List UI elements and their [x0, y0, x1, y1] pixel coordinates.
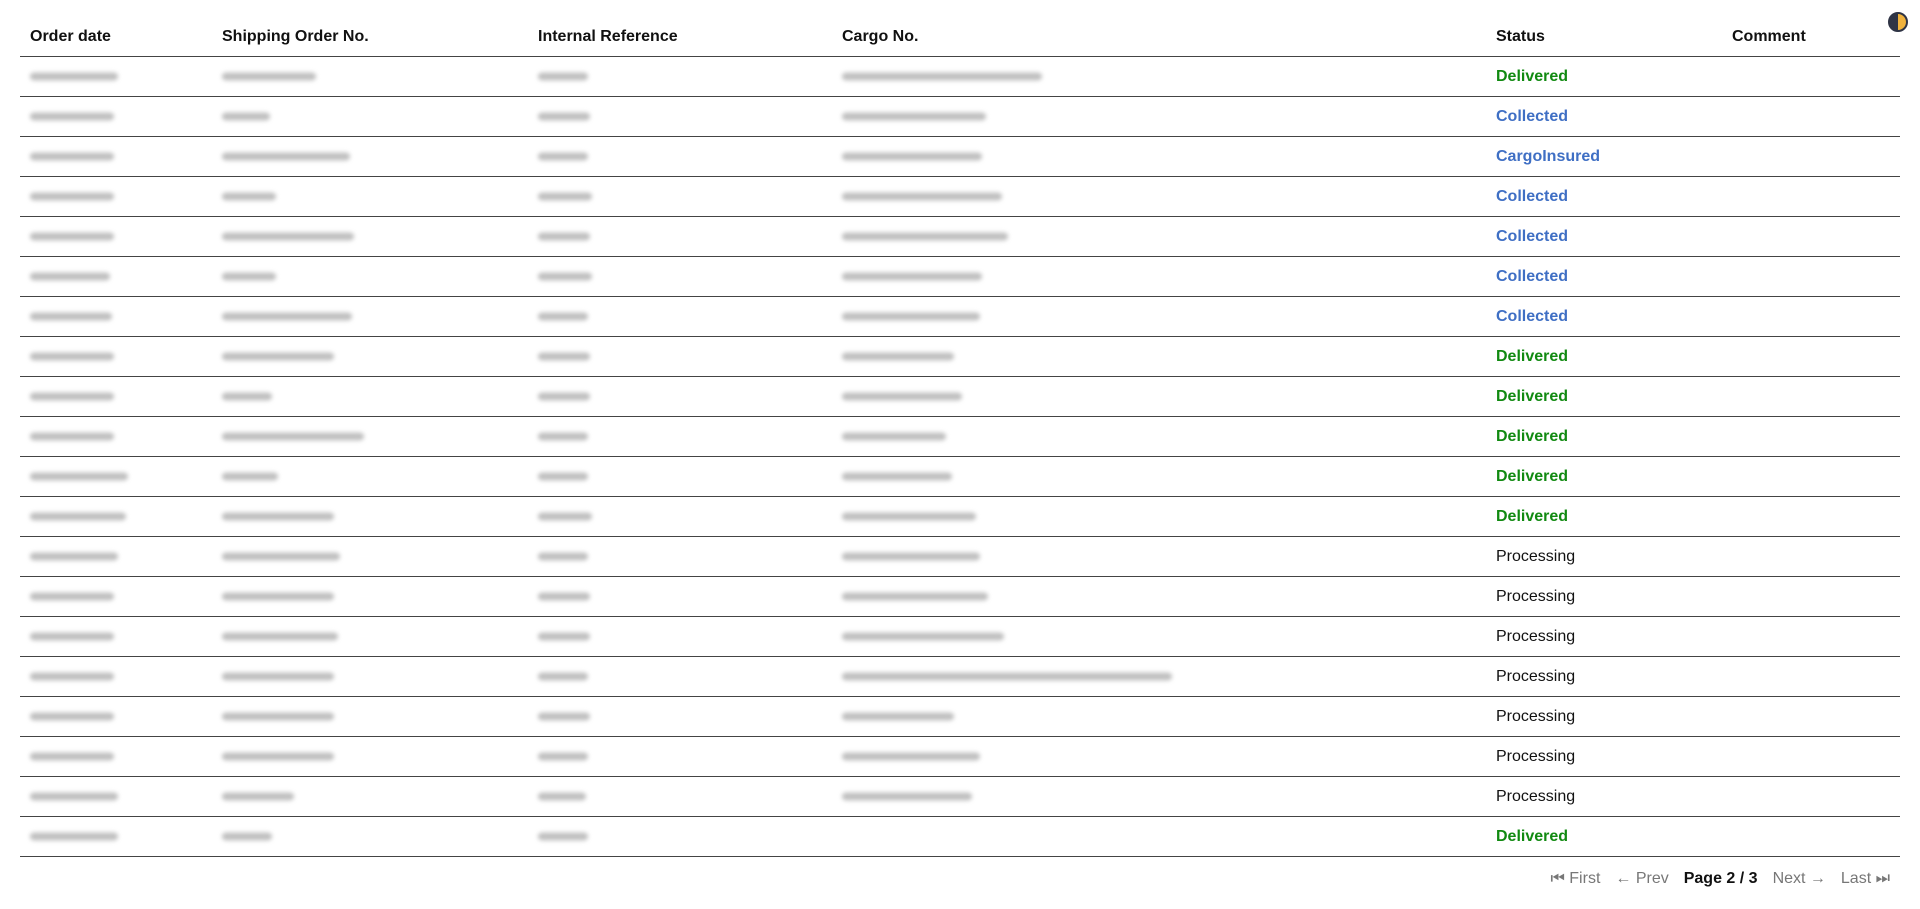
table-row[interactable]	[20, 737, 1900, 777]
redacted-value	[842, 72, 1042, 81]
comment-cell	[1722, 217, 1900, 257]
shipping-order-no-cell	[212, 337, 528, 377]
internal-reference-cell	[528, 617, 832, 657]
internal-reference-cell	[528, 137, 832, 177]
redacted-value	[538, 232, 590, 241]
internal-reference-cell	[528, 377, 832, 417]
redacted-value	[538, 512, 592, 521]
cargo-no-cell	[832, 657, 1486, 697]
status-cell	[1486, 97, 1722, 137]
table-row[interactable]	[20, 577, 1900, 617]
status-cell	[1486, 817, 1722, 857]
cargo-no-cell	[832, 537, 1486, 577]
cargo-no-cell	[832, 177, 1486, 217]
table-row[interactable]	[20, 777, 1900, 817]
shipping-order-no-cell	[212, 697, 528, 737]
table-row[interactable]	[20, 377, 1900, 417]
redacted-value	[538, 272, 592, 281]
cargo-no-cell	[832, 617, 1486, 657]
redacted-value	[222, 512, 334, 521]
internal-reference-cell	[528, 657, 832, 697]
redacted-value	[538, 352, 590, 361]
redacted-value	[30, 352, 114, 361]
status-text: Delivered	[1496, 827, 1569, 845]
redacted-value	[538, 312, 588, 321]
order-date-cell	[20, 297, 212, 337]
status-cell	[1486, 337, 1722, 377]
redacted-value	[30, 752, 114, 761]
comment-cell	[1722, 497, 1900, 537]
first-page-link[interactable]: ⏮ First	[1550, 870, 1601, 887]
comment-cell	[1722, 697, 1900, 737]
redacted-value	[222, 432, 364, 441]
shipping-order-no-cell	[212, 657, 528, 697]
order-date-cell	[20, 337, 212, 377]
status-cell	[1486, 617, 1722, 657]
redacted-value	[538, 472, 588, 481]
comment-cell	[1722, 537, 1900, 577]
status-text: Processing	[1496, 587, 1576, 605]
cargo-no-cell	[832, 457, 1486, 497]
table-row[interactable]	[20, 57, 1900, 97]
table-row[interactable]	[20, 497, 1900, 537]
redacted-value	[538, 592, 590, 601]
redacted-value	[538, 392, 590, 401]
table-row[interactable]	[20, 337, 1900, 377]
table-row[interactable]	[20, 257, 1900, 297]
redacted-value	[842, 112, 986, 121]
prev-page-link[interactable]: ← Prev	[1615, 870, 1669, 887]
comment-cell	[1722, 657, 1900, 697]
shipping-order-no-cell	[212, 777, 528, 817]
redacted-value	[222, 632, 338, 641]
redacted-value	[30, 552, 118, 561]
shipping-order-no-cell	[212, 497, 528, 537]
redacted-value	[538, 72, 588, 81]
redacted-value	[842, 152, 982, 161]
redacted-value	[30, 832, 118, 841]
redacted-value	[30, 592, 114, 601]
shipping-order-no-cell	[212, 577, 528, 617]
redacted-value	[842, 192, 1002, 201]
comment-cell	[1722, 777, 1900, 817]
redacted-value	[538, 112, 590, 121]
internal-reference-cell	[528, 217, 832, 257]
redacted-value	[30, 472, 128, 481]
internal-reference-cell	[528, 497, 832, 537]
order-date-cell	[20, 817, 212, 857]
redacted-value	[222, 792, 294, 801]
internal-reference-cell	[528, 457, 832, 497]
cargo-no-cell	[832, 577, 1486, 617]
cargo-no-cell	[832, 697, 1486, 737]
redacted-value	[222, 672, 334, 681]
status-cell	[1486, 257, 1722, 297]
table-row[interactable]	[20, 457, 1900, 497]
order-date-cell	[20, 697, 212, 737]
redacted-value	[538, 432, 588, 441]
cargo-no-cell	[832, 377, 1486, 417]
table-row[interactable]	[20, 817, 1900, 857]
status-cell	[1486, 697, 1722, 737]
comment-cell	[1722, 817, 1900, 857]
internal-reference-cell	[528, 577, 832, 617]
page-indicator: Page 2 / 3	[1683, 870, 1758, 887]
order-date-cell	[20, 417, 212, 457]
status-text: Collected	[1496, 107, 1569, 125]
status-text: Processing	[1496, 627, 1576, 645]
table-row[interactable]	[20, 657, 1900, 697]
redacted-value	[222, 272, 276, 281]
redacted-value	[222, 472, 278, 481]
table-row[interactable]	[20, 697, 1900, 737]
internal-reference-cell	[528, 97, 832, 137]
order-date-cell	[20, 537, 212, 577]
status-cell	[1486, 457, 1722, 497]
redacted-value	[222, 232, 354, 241]
status-text: Delivered	[1496, 427, 1569, 445]
internal-reference-cell	[528, 817, 832, 857]
table-row[interactable]	[20, 177, 1900, 217]
redacted-value	[842, 592, 988, 601]
comment-cell	[1722, 377, 1900, 417]
redacted-value	[30, 152, 114, 161]
orders-table	[20, 18, 1900, 857]
redacted-value	[30, 392, 114, 401]
cargo-no-cell	[832, 337, 1486, 377]
status-text: Processing	[1496, 547, 1576, 565]
order-date-cell	[20, 497, 212, 537]
status-text: Collected	[1496, 307, 1569, 325]
order-date-cell	[20, 457, 212, 497]
comment-cell	[1722, 457, 1900, 497]
comment-cell	[1722, 297, 1900, 337]
redacted-value	[538, 632, 590, 641]
column-header-order-date[interactable]: Order date	[20, 18, 212, 57]
redacted-value	[30, 632, 114, 641]
table-row[interactable]	[20, 97, 1900, 137]
redacted-value	[30, 72, 118, 81]
redacted-value	[842, 472, 952, 481]
internal-reference-cell	[528, 177, 832, 217]
comment-cell	[1722, 57, 1900, 97]
column-header-status[interactable]: Status	[1486, 18, 1722, 57]
shipping-order-no-cell	[212, 177, 528, 217]
shipping-order-no-cell	[212, 137, 528, 177]
order-date-cell	[20, 97, 212, 137]
status-text: Collected	[1496, 267, 1569, 285]
next-page-link[interactable]: Next →	[1772, 870, 1826, 887]
shipping-order-no-cell	[212, 457, 528, 497]
redacted-value	[222, 112, 270, 121]
internal-reference-cell	[528, 737, 832, 777]
redacted-value	[842, 232, 1008, 241]
redacted-value	[842, 432, 946, 441]
status-cell	[1486, 297, 1722, 337]
redacted-value	[842, 552, 980, 561]
internal-reference-cell	[528, 537, 832, 577]
order-date-cell	[20, 577, 212, 617]
redacted-value	[30, 792, 118, 801]
shipping-order-no-cell	[212, 737, 528, 777]
table-row[interactable]	[20, 137, 1900, 177]
column-header-comment[interactable]: Comment	[1722, 18, 1900, 57]
redacted-value	[222, 72, 316, 81]
order-date-cell	[20, 737, 212, 777]
comment-cell	[1722, 737, 1900, 777]
cargo-no-cell	[832, 137, 1486, 177]
redacted-value	[30, 672, 114, 681]
shipping-order-no-cell	[212, 97, 528, 137]
redacted-value	[842, 312, 980, 321]
order-date-cell	[20, 777, 212, 817]
comment-cell	[1722, 97, 1900, 137]
status-cell	[1486, 657, 1722, 697]
status-cell	[1486, 777, 1722, 817]
redacted-value	[538, 672, 588, 681]
redacted-value	[842, 752, 980, 761]
order-date-cell	[20, 257, 212, 297]
internal-reference-cell	[528, 297, 832, 337]
status-text: Collected	[1496, 187, 1569, 205]
table-row[interactable]	[20, 217, 1900, 257]
redacted-value	[538, 752, 588, 761]
internal-reference-cell	[528, 257, 832, 297]
status-cell	[1486, 497, 1722, 537]
status-text: Processing	[1496, 707, 1576, 725]
pagination	[1550, 870, 1890, 888]
redacted-value	[538, 552, 588, 561]
redacted-value	[842, 712, 954, 721]
table-body	[20, 57, 1900, 857]
redacted-value	[538, 792, 586, 801]
status-text: CargoInsured	[1496, 147, 1601, 165]
status-cell	[1486, 577, 1722, 617]
column-header-shipping-order-no[interactable]: Shipping Order No.	[212, 18, 528, 57]
redacted-value	[30, 312, 112, 321]
internal-reference-cell	[528, 57, 832, 97]
redacted-value	[222, 392, 272, 401]
status-cell	[1486, 737, 1722, 777]
shipping-order-no-cell	[212, 217, 528, 257]
status-text: Delivered	[1496, 387, 1569, 405]
comment-cell	[1722, 617, 1900, 657]
cargo-no-cell	[832, 497, 1486, 537]
status-text: Delivered	[1496, 347, 1569, 365]
cargo-no-cell	[832, 97, 1486, 137]
redacted-value	[30, 272, 110, 281]
order-date-cell	[20, 217, 212, 257]
table-header-row	[20, 18, 1900, 57]
redacted-value	[842, 792, 972, 801]
last-page-link[interactable]: Last ⏭	[1840, 870, 1890, 887]
cargo-no-cell	[832, 417, 1486, 457]
cargo-no-cell	[832, 297, 1486, 337]
redacted-value	[222, 192, 276, 201]
redacted-value	[842, 352, 954, 361]
order-date-cell	[20, 137, 212, 177]
table-row[interactable]	[20, 417, 1900, 457]
comment-cell	[1722, 337, 1900, 377]
table-row[interactable]	[20, 297, 1900, 337]
redacted-value	[222, 152, 350, 161]
redacted-value	[222, 712, 334, 721]
status-text: Processing	[1496, 667, 1576, 685]
status-text: Delivered	[1496, 467, 1569, 485]
shipping-order-no-cell	[212, 537, 528, 577]
redacted-value	[842, 392, 962, 401]
internal-reference-cell	[528, 697, 832, 737]
redacted-value	[538, 192, 592, 201]
redacted-value	[30, 232, 114, 241]
status-text: Delivered	[1496, 507, 1569, 525]
redacted-value	[222, 752, 334, 761]
shipping-order-no-cell	[212, 377, 528, 417]
status-cell	[1486, 177, 1722, 217]
order-date-cell	[20, 57, 212, 97]
shipping-order-no-cell	[212, 57, 528, 97]
cargo-no-cell	[832, 57, 1486, 97]
comment-cell	[1722, 417, 1900, 457]
shipping-order-no-cell	[212, 617, 528, 657]
cargo-no-cell	[832, 257, 1486, 297]
shipping-order-no-cell	[212, 417, 528, 457]
table-row[interactable]	[20, 617, 1900, 657]
redacted-value	[30, 192, 114, 201]
redacted-value	[222, 312, 352, 321]
comment-cell	[1722, 257, 1900, 297]
status-cell	[1486, 417, 1722, 457]
status-cell	[1486, 57, 1722, 97]
redacted-value	[538, 152, 588, 161]
status-cell	[1486, 137, 1722, 177]
status-text: Delivered	[1496, 67, 1569, 85]
redacted-value	[30, 712, 114, 721]
cargo-no-cell	[832, 777, 1486, 817]
redacted-value	[222, 592, 334, 601]
redacted-value	[842, 632, 1004, 641]
redacted-value	[30, 432, 114, 441]
status-cell	[1486, 217, 1722, 257]
status-cell	[1486, 537, 1722, 577]
cargo-no-cell	[832, 217, 1486, 257]
order-date-cell	[20, 617, 212, 657]
redacted-value	[222, 552, 340, 561]
order-date-cell	[20, 177, 212, 217]
status-cell	[1486, 377, 1722, 417]
table-row[interactable]	[20, 537, 1900, 577]
comment-cell	[1722, 137, 1900, 177]
status-text: Processing	[1496, 747, 1576, 765]
shipping-order-no-cell	[212, 257, 528, 297]
redacted-value	[30, 112, 114, 121]
redacted-value	[842, 272, 982, 281]
column-header-cargo-no[interactable]: Cargo No.	[832, 18, 1486, 57]
redacted-value	[222, 832, 272, 841]
redacted-value	[842, 672, 1172, 681]
shipping-order-no-cell	[212, 297, 528, 337]
order-date-cell	[20, 657, 212, 697]
status-text: Processing	[1496, 787, 1576, 805]
redacted-value	[842, 512, 976, 521]
internal-reference-cell	[528, 337, 832, 377]
internal-reference-cell	[528, 777, 832, 817]
cargo-no-cell	[832, 817, 1486, 857]
shipping-order-no-cell	[212, 817, 528, 857]
internal-reference-cell	[528, 417, 832, 457]
column-header-internal-reference[interactable]: Internal Reference	[528, 18, 832, 57]
comment-cell	[1722, 177, 1900, 217]
status-text: Collected	[1496, 227, 1569, 245]
cargo-no-cell	[832, 737, 1486, 777]
redacted-value	[538, 832, 588, 841]
redacted-value	[538, 712, 590, 721]
redacted-value	[30, 512, 126, 521]
order-date-cell	[20, 377, 212, 417]
redacted-value	[222, 352, 334, 361]
comment-cell	[1722, 577, 1900, 617]
